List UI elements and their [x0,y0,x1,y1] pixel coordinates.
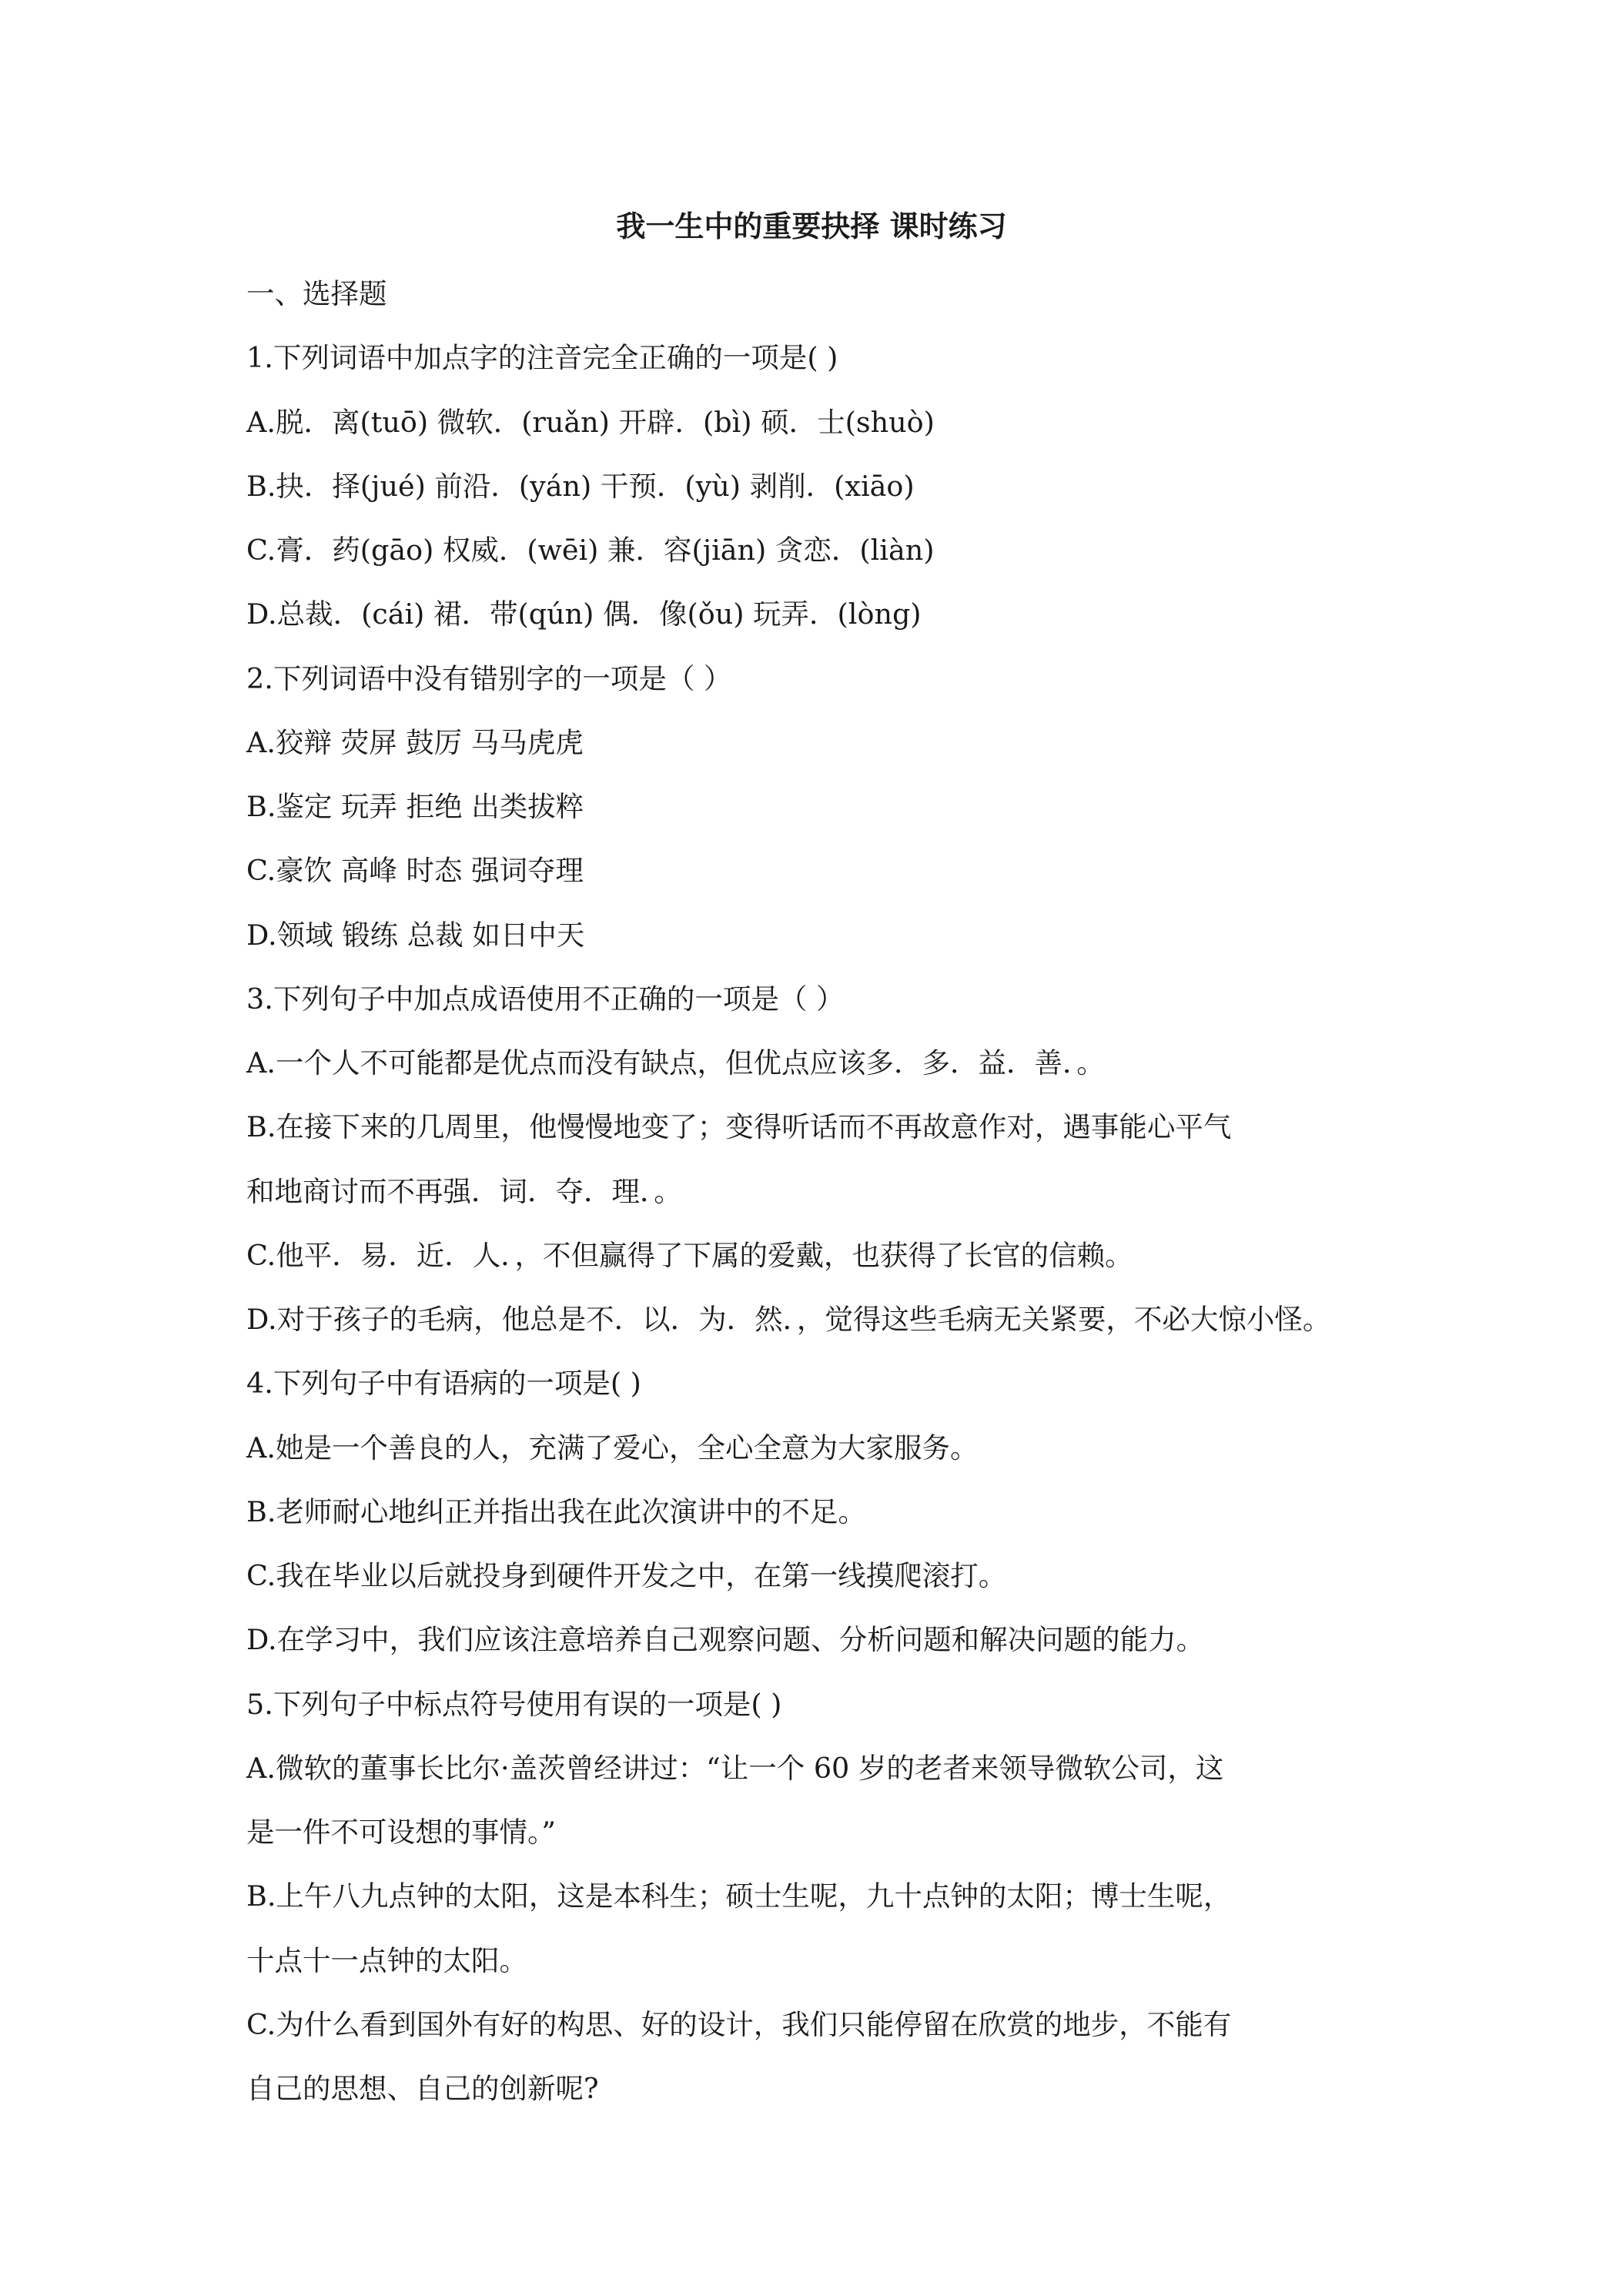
question-stem: 4.下列句子中有语病的一项是( ) [246,1367,641,1401]
answer-option: B.抉．择(jué) 前沿．(yán) 干预．(yù) 剥削．(xiāo) [246,469,915,503]
question-stem: 2.下列词语中没有错别字的一项是（ ） [246,661,732,695]
answer-option: B.上午八九点钟的太阳，这是本科生；硕士生呢，九十点钟的太阳；博士生呢， [246,1879,1232,1913]
answer-option: A.她是一个善良的人，充满了爱心，全心全意为大家服务。 [246,1431,979,1464]
answer-option: D.对于孩子的毛病，他总是不．以．为．然．，觉得这些毛病无关紧要，不必大惊小怪。 [246,1303,1331,1336]
exercise-body [246,273,1617,2131]
answer-option: C.豪饮 高峰 时态 强词夺理 [246,854,584,888]
answer-option: D.领域 锻练 总裁 如日中天 [246,918,585,952]
answer-option: A.狡辩 荧屏 鼓厉 马马虎虎 [246,725,584,759]
question-stem: 1.下列词语中加点字的注音完全正确的一项是( ) [246,341,838,375]
answer-option-continuation: 是一件不可设想的事情。” [246,1816,556,1849]
answer-option: D.在学习中，我们应该注意培养自己观察问题、分析问题和解决问题的能力。 [246,1623,1205,1657]
section-heading: 一、选择题 [246,277,387,310]
question-stem: 5.下列句子中标点符号使用有误的一项是( ) [246,1687,782,1721]
answer-option: A.一个人不可能都是优点而没有缺点，但优点应该多．多．益．善．。 [246,1046,1105,1079]
answer-option: D.总裁．(cái) 裙．带(qún) 偶．像(ǒu) 玩弄．(lòng) [246,597,922,631]
answer-option: A.脱．离(tuō) 微软．(ruǎn) 开辟．(bì) 硕．士(shuò) [246,405,935,439]
answer-option: C.为什么看到国外有好的构思、好的设计，我们只能停留在欣赏的地步，不能有 [246,2007,1232,2041]
answer-option: A.微软的董事长比尔·盖茨曾经讲过：“让一个 60 岁的老者来领导微软公司，这 [246,1751,1224,1785]
answer-option-continuation: 十点十一点钟的太阳。 [246,1943,527,1977]
answer-option-continuation: 和地商讨而不再强．词．夺．理．。 [246,1174,682,1208]
question-stem: 3.下列句子中加点成语使用不正确的一项是（ ） [246,982,845,1016]
answer-option-continuation: 自己的思想、自己的创新呢? [246,2072,599,2105]
page-title: 我一生中的重要抉择 课时练习 [616,209,1007,243]
answer-option: C.膏．药(gāo) 权威．(wēi) 兼．容(jiān) 贪恋．(liàn) [246,534,935,567]
answer-option: C.我在毕业以后就投身到硬件开发之中，在第一线摸爬滚打。 [246,1559,1007,1592]
answer-option: B.老师耐心地纠正并指出我在此次演讲中的不足。 [246,1494,866,1528]
answer-option: B.在接下来的几周里，他慢慢地变了；变得听话而不再故意作对，遇事能心平气 [246,1110,1232,1144]
answer-option: C.他平．易．近．人．，不但赢得了下属的爱戴，也获得了长官的信赖。 [246,1238,1133,1272]
answer-option: B.鉴定 玩弄 拒绝 出类拔粹 [246,790,584,823]
